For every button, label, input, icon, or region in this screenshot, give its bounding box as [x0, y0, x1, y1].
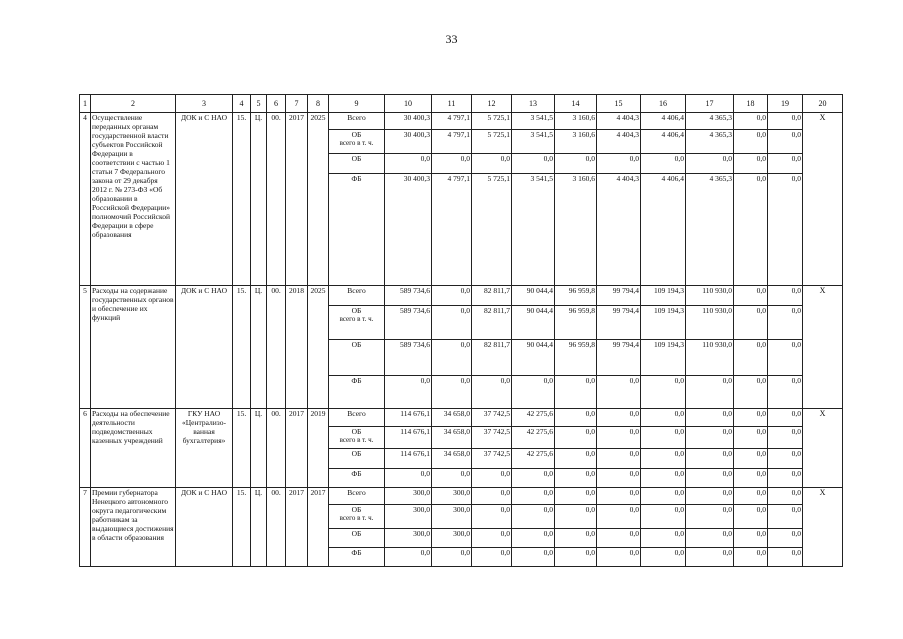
measure-name: Расходы на содержание государственных органов и обеспечение их функций [91, 286, 176, 409]
column-number-header: 15 [597, 95, 641, 113]
amount-cell: 0,0 [734, 427, 768, 449]
code-part-5: Ц. [251, 113, 267, 286]
amount-cell: 4 797,1 [432, 174, 472, 286]
amount-cell: 4 406,4 [641, 113, 686, 130]
amount-cell: 37 742,5 [472, 449, 512, 469]
funding-source-label: Всего [347, 113, 366, 122]
amount-cell: 0,0 [385, 376, 432, 409]
amount-cell: 0,0 [555, 449, 597, 469]
funding-source-label: ФБ [351, 376, 362, 385]
page-number: 33 [445, 32, 458, 46]
column-number-header: 7 [286, 95, 308, 113]
amount-cell: 0,0 [734, 306, 768, 340]
amount-cell: 300,0 [432, 488, 472, 505]
amount-cell: 0,0 [512, 505, 555, 529]
amount-cell: 0,0 [472, 505, 512, 529]
column-number-header: 3 [176, 95, 233, 113]
amount-cell: 0,0 [768, 427, 803, 449]
end-year: 2025 [308, 286, 329, 409]
amount-cell: 37 742,5 [472, 427, 512, 449]
amount-cell: 0,0 [385, 469, 432, 488]
end-year: 2017 [308, 488, 329, 567]
mark-cell: X [803, 409, 843, 488]
amount-cell: 0,0 [432, 548, 472, 567]
amount-cell: 0,0 [768, 286, 803, 306]
column-number-header: 10 [385, 95, 432, 113]
amount-cell: 0,0 [472, 376, 512, 409]
column-number-header: 14 [555, 95, 597, 113]
mark-cell: X [803, 488, 843, 567]
funding-source-label: ОБ [351, 130, 362, 139]
amount-cell: 0,0 [768, 154, 803, 174]
code-part-6: 00. [267, 286, 286, 409]
amount-cell: 99 794,4 [597, 306, 641, 340]
funding-source-label: ФБ [351, 469, 362, 478]
amount-cell: 0,0 [768, 130, 803, 154]
funding-source [329, 286, 385, 306]
amount-cell: 110 930,0 [686, 340, 734, 376]
amount-cell: 4 404,3 [597, 174, 641, 286]
amount-cell: 114 676,1 [385, 427, 432, 449]
amount-cell: 0,0 [734, 286, 768, 306]
amount-cell: 0,0 [432, 469, 472, 488]
amount-cell: 0,0 [686, 376, 734, 409]
code-part-6: 00. [267, 113, 286, 286]
row-number: 5 [80, 286, 91, 409]
executor: ГКУ НАО «Централизо-ванная бухгалтерия» [176, 409, 233, 488]
amount-cell: 0,0 [734, 529, 768, 548]
start-year: 2017 [286, 488, 308, 567]
amount-cell: 0,0 [555, 154, 597, 174]
end-year: 2019 [308, 409, 329, 488]
amount-cell: 34 658,0 [432, 449, 472, 469]
amount-cell: 0,0 [641, 529, 686, 548]
amount-cell: 30 400,3 [385, 113, 432, 130]
column-number-header: 19 [768, 95, 803, 113]
column-number-header: 11 [432, 95, 472, 113]
amount-cell: 110 930,0 [686, 286, 734, 306]
funding-source-label: ОБ [351, 505, 362, 514]
amount-cell: 3 160,6 [555, 174, 597, 286]
amount-cell: 4 797,1 [432, 130, 472, 154]
amount-cell: 110 930,0 [686, 306, 734, 340]
table-body [80, 113, 843, 567]
executor: ДОК и С НАО [176, 488, 233, 567]
amount-cell: 0,0 [432, 154, 472, 174]
amount-cell: 99 794,4 [597, 340, 641, 376]
amount-cell: 0,0 [432, 306, 472, 340]
column-number-header: 20 [803, 95, 843, 113]
amount-cell: 0,0 [641, 427, 686, 449]
column-number-header: 5 [251, 95, 267, 113]
amount-cell: 0,0 [768, 306, 803, 340]
amount-cell: 0,0 [597, 529, 641, 548]
funding-source [329, 340, 385, 376]
amount-cell: 0,0 [734, 449, 768, 469]
amount-cell: 4 404,3 [597, 130, 641, 154]
amount-cell: 0,0 [432, 286, 472, 306]
amount-cell: 0,0 [734, 488, 768, 505]
amount-cell: 0,0 [686, 409, 734, 427]
code-part-4: 15. [233, 409, 251, 488]
amount-cell: 0,0 [734, 113, 768, 130]
amount-cell: 90 044,4 [512, 340, 555, 376]
column-number-header: 8 [308, 95, 329, 113]
mark-cell: X [803, 113, 843, 286]
funding-source-label: ОБ [351, 340, 362, 349]
funding-source-label: ОБ [351, 154, 362, 163]
amount-cell: 0,0 [385, 548, 432, 567]
amount-cell: 0,0 [512, 154, 555, 174]
funding-source [329, 113, 385, 130]
amount-cell: 0,0 [597, 427, 641, 449]
amount-cell: 4 365,3 [686, 130, 734, 154]
amount-cell: 82 811,7 [472, 340, 512, 376]
funding-source [329, 306, 385, 340]
amount-cell: 30 400,3 [385, 130, 432, 154]
amount-cell: 0,0 [768, 469, 803, 488]
amount-cell: 0,0 [768, 340, 803, 376]
amount-cell: 0,0 [472, 548, 512, 567]
funding-source-label: ОБ [351, 449, 362, 458]
amount-cell: 0,0 [768, 505, 803, 529]
funding-source-label: ОБ [351, 427, 362, 436]
amount-cell: 0,0 [768, 113, 803, 130]
amount-cell: 0,0 [555, 427, 597, 449]
funding-source [329, 548, 385, 567]
amount-cell: 0,0 [512, 548, 555, 567]
amount-cell: 3 160,6 [555, 113, 597, 130]
amount-cell: 0,0 [686, 469, 734, 488]
amount-cell: 4 365,3 [686, 174, 734, 286]
amount-cell: 30 400,3 [385, 174, 432, 286]
amount-cell: 96 959,8 [555, 340, 597, 376]
funding-source [329, 376, 385, 409]
amount-cell: 0,0 [597, 548, 641, 567]
amount-cell: 0,0 [641, 548, 686, 567]
code-part-6: 00. [267, 409, 286, 488]
start-year: 2018 [286, 286, 308, 409]
executor: ДОК и С НАО [176, 113, 233, 286]
amount-cell: 109 194,3 [641, 306, 686, 340]
funding-source-note: всего в т. ч. [339, 139, 374, 147]
amount-cell: 0,0 [555, 469, 597, 488]
code-part-5: Ц. [251, 286, 267, 409]
amount-cell: 0,0 [768, 376, 803, 409]
amount-cell: 5 725,1 [472, 174, 512, 286]
amount-cell: 589 734,6 [385, 306, 432, 340]
amount-cell: 96 959,8 [555, 286, 597, 306]
amount-cell: 5 725,1 [472, 130, 512, 154]
amount-cell: 90 044,4 [512, 306, 555, 340]
amount-cell: 300,0 [385, 529, 432, 548]
amount-cell: 4 406,4 [641, 130, 686, 154]
amount-cell: 0,0 [641, 469, 686, 488]
funding-source-note: всего в т. ч. [339, 436, 374, 444]
amount-cell: 0,0 [768, 529, 803, 548]
funding-source [329, 488, 385, 505]
amount-cell: 3 541,5 [512, 130, 555, 154]
amount-cell: 4 797,1 [432, 113, 472, 130]
column-number-header: 2 [91, 95, 176, 113]
amount-cell: 0,0 [432, 340, 472, 376]
funding-source [329, 154, 385, 174]
funding-source [329, 469, 385, 488]
column-number-header: 1 [80, 95, 91, 113]
amount-cell: 0,0 [641, 488, 686, 505]
amount-cell: 0,0 [768, 548, 803, 567]
amount-cell: 0,0 [472, 529, 512, 548]
amount-cell: 0,0 [512, 469, 555, 488]
amount-cell: 0,0 [385, 154, 432, 174]
row-number: 4 [80, 113, 91, 286]
amount-cell: 34 658,0 [432, 427, 472, 449]
amount-cell: 0,0 [555, 488, 597, 505]
funding-source [329, 529, 385, 548]
amount-cell: 0,0 [512, 529, 555, 548]
amount-cell: 114 676,1 [385, 409, 432, 427]
column-number-header: 12 [472, 95, 512, 113]
code-part-4: 15. [233, 286, 251, 409]
column-number-header: 18 [734, 95, 768, 113]
amount-cell: 82 811,7 [472, 306, 512, 340]
amount-cell: 0,0 [686, 505, 734, 529]
amount-cell: 0,0 [686, 427, 734, 449]
column-number-row [80, 95, 843, 113]
funding-source-note: всего в т. ч. [339, 315, 374, 323]
amount-cell: 0,0 [734, 376, 768, 409]
amount-cell: 0,0 [768, 488, 803, 505]
executor: ДОК и С НАО [176, 286, 233, 409]
amount-cell: 0,0 [472, 154, 512, 174]
column-number-header: 13 [512, 95, 555, 113]
amount-cell: 0,0 [686, 548, 734, 567]
amount-cell: 0,0 [734, 409, 768, 427]
amount-cell: 0,0 [641, 409, 686, 427]
amount-cell: 3 541,5 [512, 174, 555, 286]
amount-cell: 0,0 [768, 174, 803, 286]
amount-cell: 0,0 [768, 449, 803, 469]
amount-cell: 0,0 [686, 529, 734, 548]
amount-cell: 0,0 [768, 409, 803, 427]
amount-cell: 300,0 [385, 505, 432, 529]
amount-cell: 0,0 [472, 469, 512, 488]
amount-cell: 0,0 [734, 130, 768, 154]
amount-cell: 82 811,7 [472, 286, 512, 306]
funding-source-note: всего в т. ч. [339, 514, 374, 522]
column-number-header: 6 [267, 95, 286, 113]
amount-cell: 0,0 [555, 548, 597, 567]
funding-source [329, 427, 385, 449]
amount-cell: 37 742,5 [472, 409, 512, 427]
code-part-4: 15. [233, 488, 251, 567]
amount-cell: 0,0 [641, 449, 686, 469]
amount-cell: 109 194,3 [641, 340, 686, 376]
amount-cell: 0,0 [597, 449, 641, 469]
column-number-header: 16 [641, 95, 686, 113]
column-number-header: 17 [686, 95, 734, 113]
funding-source-label: ФБ [351, 548, 362, 557]
funding-source [329, 449, 385, 469]
amount-cell: 3 541,5 [512, 113, 555, 130]
amount-cell: 0,0 [641, 376, 686, 409]
amount-cell: 0,0 [432, 376, 472, 409]
amount-cell: 0,0 [597, 488, 641, 505]
amount-cell: 5 725,1 [472, 113, 512, 130]
amount-cell: 4 404,3 [597, 113, 641, 130]
column-number-header: 9 [329, 95, 385, 113]
amount-cell: 0,0 [597, 409, 641, 427]
funding-source-label: ОБ [351, 529, 362, 538]
end-year: 2025 [308, 113, 329, 286]
measure-name: Расходы на обеспечение деятельности подведомственных казенных учреждений [91, 409, 176, 488]
start-year: 2017 [286, 113, 308, 286]
column-number-header: 4 [233, 95, 251, 113]
amount-cell: 34 658,0 [432, 409, 472, 427]
mark-cell: X [803, 286, 843, 409]
amount-cell: 0,0 [597, 154, 641, 174]
amount-cell: 90 044,4 [512, 286, 555, 306]
amount-cell: 300,0 [432, 529, 472, 548]
amount-cell: 0,0 [734, 174, 768, 286]
funding-source [329, 409, 385, 427]
measure-name: Осуществление переданных органам государственной власти субъектов Российской Федерации в соответствии с частью 1 статьи 7 Федерального закона от 29 декабря 2012 г. № 273-ФЗ «Об образовании в Российской Федерации» полномочий Российской Федерации в сфере образования [91, 113, 176, 286]
row-number: 7 [80, 488, 91, 567]
amount-cell: 0,0 [555, 529, 597, 548]
row-number: 6 [80, 409, 91, 488]
amount-cell: 0,0 [734, 505, 768, 529]
amount-cell: 0,0 [597, 469, 641, 488]
funding-source [329, 130, 385, 154]
code-part-5: Ц. [251, 409, 267, 488]
start-year: 2017 [286, 409, 308, 488]
amount-cell: 0,0 [512, 376, 555, 409]
amount-cell: 0,0 [597, 505, 641, 529]
amount-cell: 0,0 [555, 376, 597, 409]
amount-cell: 4 406,4 [641, 174, 686, 286]
table-row [80, 286, 843, 306]
amount-cell: 300,0 [432, 505, 472, 529]
amount-cell: 0,0 [686, 488, 734, 505]
amount-cell: 0,0 [555, 409, 597, 427]
amount-cell: 96 959,8 [555, 306, 597, 340]
funding-source-label: ОБ [351, 306, 362, 315]
table-row [80, 488, 843, 505]
amount-cell: 0,0 [734, 154, 768, 174]
funding-source [329, 174, 385, 286]
table-row [80, 113, 843, 130]
amount-cell: 114 676,1 [385, 449, 432, 469]
amount-cell: 0,0 [472, 488, 512, 505]
amount-cell: 0,0 [512, 488, 555, 505]
amount-cell: 0,0 [734, 340, 768, 376]
amount-cell: 589 734,6 [385, 340, 432, 376]
code-part-6: 00. [267, 488, 286, 567]
amount-cell: 99 794,4 [597, 286, 641, 306]
amount-cell: 589 734,6 [385, 286, 432, 306]
amount-cell: 0,0 [686, 449, 734, 469]
funding-source [329, 505, 385, 529]
amount-cell: 109 194,3 [641, 286, 686, 306]
amount-cell: 0,0 [555, 505, 597, 529]
funding-source-label: Всего [347, 488, 366, 497]
measure-name: Премии губернатора Ненецкого автономного округа педагогическим работникам за выдающиеся достижения в области образования [91, 488, 176, 567]
amount-cell: 42 275,6 [512, 427, 555, 449]
amount-cell: 0,0 [734, 548, 768, 567]
amount-cell: 0,0 [734, 469, 768, 488]
amount-cell: 0,0 [597, 376, 641, 409]
amount-cell: 0,0 [641, 505, 686, 529]
table-row [80, 409, 843, 427]
amount-cell: 42 275,6 [512, 409, 555, 427]
amount-cell: 42 275,6 [512, 449, 555, 469]
code-part-4: 15. [233, 113, 251, 286]
amount-cell: 3 160,6 [555, 130, 597, 154]
funding-source-label: Всего [347, 286, 366, 295]
funding-source-label: Всего [347, 409, 366, 418]
budget-table [79, 94, 843, 567]
amount-cell: 0,0 [641, 154, 686, 174]
amount-cell: 0,0 [686, 154, 734, 174]
amount-cell: 300,0 [385, 488, 432, 505]
amount-cell: 4 365,3 [686, 113, 734, 130]
code-part-5: Ц. [251, 488, 267, 567]
funding-source-label: ФБ [351, 174, 362, 183]
